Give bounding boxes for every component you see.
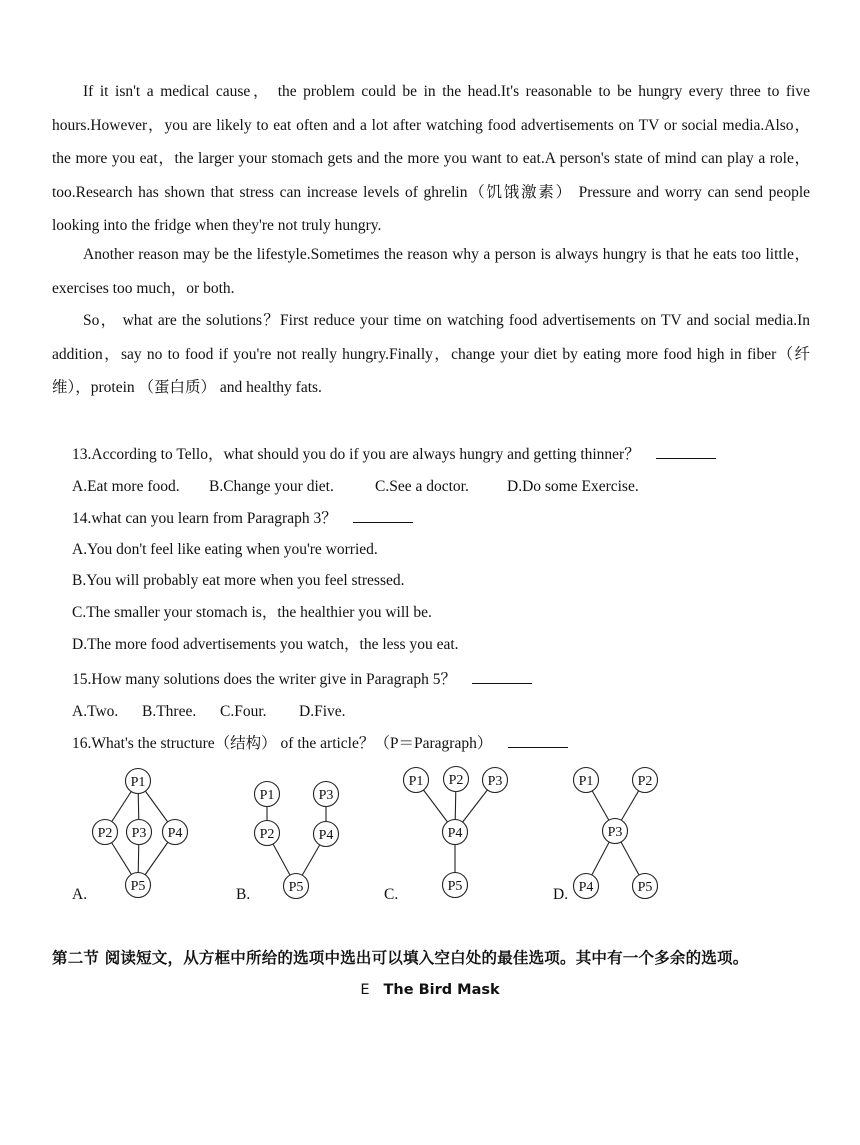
svg-text:P4: P4 — [578, 880, 594, 895]
diagram-a-graph — [72, 764, 202, 904]
svg-text:P2: P2 — [637, 774, 653, 789]
svg-text:P5: P5 — [288, 880, 304, 895]
node-p4 — [443, 820, 468, 845]
option-d[interactable]: D.Five. — [299, 703, 346, 720]
answer-blank[interactable] — [353, 508, 413, 523]
svg-text:P3: P3 — [607, 825, 623, 840]
svg-text:P1: P1 — [259, 788, 275, 803]
option-c[interactable]: C.The smaller your stomach is，the healthier you will be. — [72, 604, 432, 621]
question-14-stem: 14.what can you learn from Paragraph 3？ — [72, 508, 413, 529]
option-a[interactable]: A.Two. — [72, 703, 119, 720]
question-13-options — [72, 477, 639, 497]
node-p5 — [284, 874, 309, 899]
option-d-label[interactable]: D. — [553, 886, 569, 903]
diagram-d-graph — [553, 764, 683, 904]
svg-text:P4: P4 — [447, 826, 463, 841]
node-p5 — [126, 873, 151, 898]
question-15-options — [72, 702, 346, 722]
svg-text:P4: P4 — [318, 828, 334, 843]
answer-blank[interactable] — [508, 733, 568, 748]
node-p4 — [574, 874, 599, 899]
node-p2 — [633, 768, 658, 793]
svg-text:P1: P1 — [130, 775, 146, 790]
passage-letter: E — [360, 982, 370, 998]
svg-text:P5: P5 — [130, 879, 146, 894]
node-p2 — [255, 821, 280, 846]
node-p1 — [255, 782, 280, 807]
node-p5 — [443, 873, 468, 898]
paragraph-3: If it isn't a medical cause， the problem could be in the head.It's reasonable to be hungry every three to five hours.However，you are likely to eat often and a lot after watching food advertisements on TV or social media.Also，the more you eat，the larger your stomach gets and the more you want to eat.A person's state of mind can play a role，too.Research has shown that stress can increase levels of ghrelin（饥饿激素） Pressure and worry can send people looking into the fridge when they're not truly hungry. — [52, 83, 810, 234]
svg-text:P4: P4 — [167, 826, 183, 841]
option-c[interactable]: C.Four. — [220, 703, 267, 720]
paragraph-4: Another reason may be the lifestyle.Sometimes the reason why a person is always hungry is that he eats too little， exercises too much，or both. — [52, 246, 810, 297]
svg-text:P3: P3 — [131, 826, 147, 841]
option-a[interactable]: A.Eat more food. — [72, 478, 180, 495]
answer-blank[interactable] — [472, 669, 532, 684]
svg-text:P2: P2 — [97, 826, 113, 841]
diagram-b-graph — [236, 764, 366, 904]
option-b[interactable]: B.Three. — [142, 703, 197, 720]
node-p3 — [127, 820, 152, 845]
option-c[interactable]: C.See a doctor. — [375, 478, 469, 495]
option-a-label[interactable]: A. — [72, 886, 88, 903]
node-p3 — [603, 819, 628, 844]
question-13-stem: 13.According to Tello，what should you do if you are always hungry and getting thinner？ — [72, 444, 716, 465]
node-p5 — [633, 874, 658, 899]
svg-text:P2: P2 — [259, 827, 275, 842]
passage-title-text: The Bird Mask — [383, 982, 500, 998]
svg-text:P1: P1 — [578, 774, 594, 789]
node-p2 — [444, 767, 469, 792]
node-p3 — [483, 768, 508, 793]
paragraph-5: So， what are the solutions？First reduce your time on watching food advertisements on TV and social media.In addition，say no to food if you're not really hungry.Finally，change your diet by eating more food high in fiber（纤维），protein （蛋白质） and healthy fats. — [52, 312, 810, 396]
option-d[interactable]: D.The more food advertisements you watch，the less you eat. — [72, 636, 459, 653]
svg-text:P5: P5 — [637, 880, 653, 895]
option-b-label[interactable]: B. — [236, 886, 251, 903]
option-b[interactable]: B.You will probably eat more when you feel stressed. — [72, 572, 405, 589]
node-p1 — [574, 768, 599, 793]
node-p1 — [126, 769, 151, 794]
svg-text:P1: P1 — [408, 774, 424, 789]
svg-text:P2: P2 — [448, 773, 464, 788]
question-16-stem: 16.What's the structure（结构） of the article？（P＝Paragraph） — [72, 733, 568, 754]
option-b[interactable]: B.Change your diet. — [209, 478, 334, 495]
section-heading: 第二节 阅读短文，从方框中所给的选项中选出可以填入空白处的最佳选项。其中有一个多余的选项。 — [52, 949, 749, 967]
option-d[interactable]: D.Do some Exercise. — [507, 478, 639, 495]
node-p2 — [93, 820, 118, 845]
node-p4 — [314, 822, 339, 847]
answer-blank[interactable] — [656, 444, 716, 459]
option-c-label[interactable]: C. — [384, 886, 399, 903]
svg-text:P3: P3 — [318, 788, 334, 803]
svg-text:P3: P3 — [487, 774, 503, 789]
node-p1 — [404, 768, 429, 793]
diagram-c-graph — [384, 764, 524, 904]
svg-text:P5: P5 — [447, 879, 463, 894]
node-p3 — [314, 782, 339, 807]
option-a[interactable]: A.You don't feel like eating when you're worried. — [72, 541, 378, 558]
passage-title — [0, 982, 860, 998]
node-p4 — [163, 820, 188, 845]
question-15-stem: 15.How many solutions does the writer give in Paragraph 5？ — [72, 669, 532, 690]
